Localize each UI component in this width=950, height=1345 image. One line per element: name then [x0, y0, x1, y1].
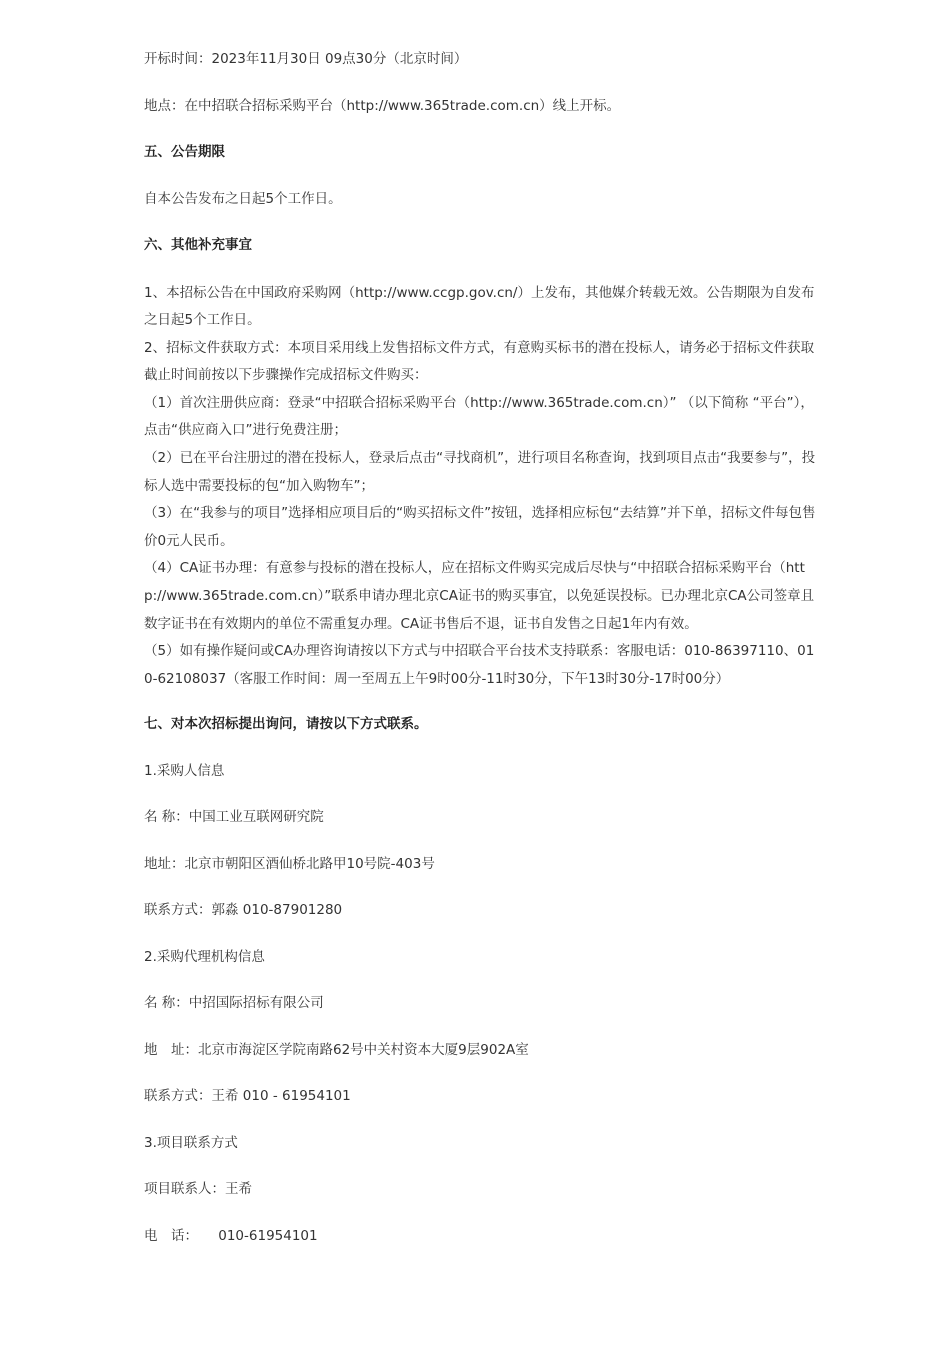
section-6-item-2: 2、招标文件获取方式：本项目采用线上发售招标文件方式，有意购买标书的潜在投标人，请务必于招标文件获取截止时间前按以下步骤操作完成招标文件购买： — [144, 339, 815, 384]
purchaser-name: 名 称：中国工业互联网研究院 — [144, 809, 324, 826]
opening-place: 地点：在中招联合招标采购平台（http://www.365trade.com.cn）线上开标。 — [144, 97, 621, 114]
purchaser-contact: 联系方式：郭淼 010-87901280 — [144, 902, 343, 919]
section-6-item-1: 1、本招标公告在中国政府采购网（http://www.ccgp.gov.cn/）上发布，其他媒介转载无效。公告期限为自发布之日起5个工作日。 — [144, 284, 815, 329]
announcement-body — [144, 47, 816, 1248]
purchaser-address: 地址：北京市朝阳区酒仙桥北路甲10号院-403号 — [144, 855, 435, 872]
section-6-list — [144, 280, 816, 694]
project-contact-title: 3.项目联系方式 — [144, 1134, 238, 1151]
agency-title: 2.采购代理机构信息 — [144, 948, 265, 965]
agency-address: 地 址：北京市海淀区学院南路62号中关村资本大厦9层902A室 — [144, 1041, 529, 1058]
section-5-heading: 五、公告期限 — [144, 144, 225, 160]
section-6-step-1: （1）首次注册供应商：登录“中招联合招标采购平台（http://www.365trade.com.cn）” （以下简称 “平台”），点击“供应商入口”进行免费注册； — [144, 394, 814, 439]
section-6-step-2: （2）已在平台注册过的潜在投标人，登录后点击“寻找商机”，进行项目名称查询，找到项目点击“我要参与”，投标人选中需要投标的包“加入购物车”； — [144, 450, 816, 494]
project-contact-phone: 电 话： 010-61954101 — [144, 1227, 318, 1244]
opening-time: 开标时间：2023年11月30日 09点30分（北京时间） — [144, 51, 468, 67]
section-6-step-3: （3）在“我参与的项目”选择相应项目后的“购买招标文件”按钮，选择相应标包“去结算”并下单，招标文件每包售价0元人民币。 — [144, 505, 816, 549]
section-6-step-5: （5）如有操作疑问或CA办理咨询请按以下方式与中招联合平台技术支持联系：客服电话：010-86397110、010-62108037（客服工作时间：周一至周五上午9时00分-11时30分，下午13时30分-17时00分） — [144, 643, 815, 687]
section-5-text: 自本公告发布之日起5个工作日。 — [144, 190, 342, 207]
agency-contact: 联系方式：王希 010 - 61954101 — [144, 1088, 351, 1105]
project-contact-person: 项目联系人：王希 — [144, 1181, 252, 1198]
section-7-heading: 七、对本次招标提出询问，请按以下方式联系。 — [144, 716, 428, 733]
section-6-step-4: （4）CA证书办理：有意参与投标的潜在投标人，应在招标文件购买完成后尽快与“中招联合招标采购平台（http://www.365trade.com.cn）”联系申请办理北京CA证书的购买事宜，以免延误投标。已办理北京CA公司签章且数字证书在有效期内的单位不需重复办理。CA证书售后不退，证书自发售之日起1年内有效。 — [144, 560, 815, 632]
agency-name: 名 称：中招国际招标有限公司 — [144, 995, 324, 1012]
section-6-heading: 六、其他补充事宜 — [144, 237, 252, 253]
purchaser-title: 1.采购人信息 — [144, 762, 225, 779]
